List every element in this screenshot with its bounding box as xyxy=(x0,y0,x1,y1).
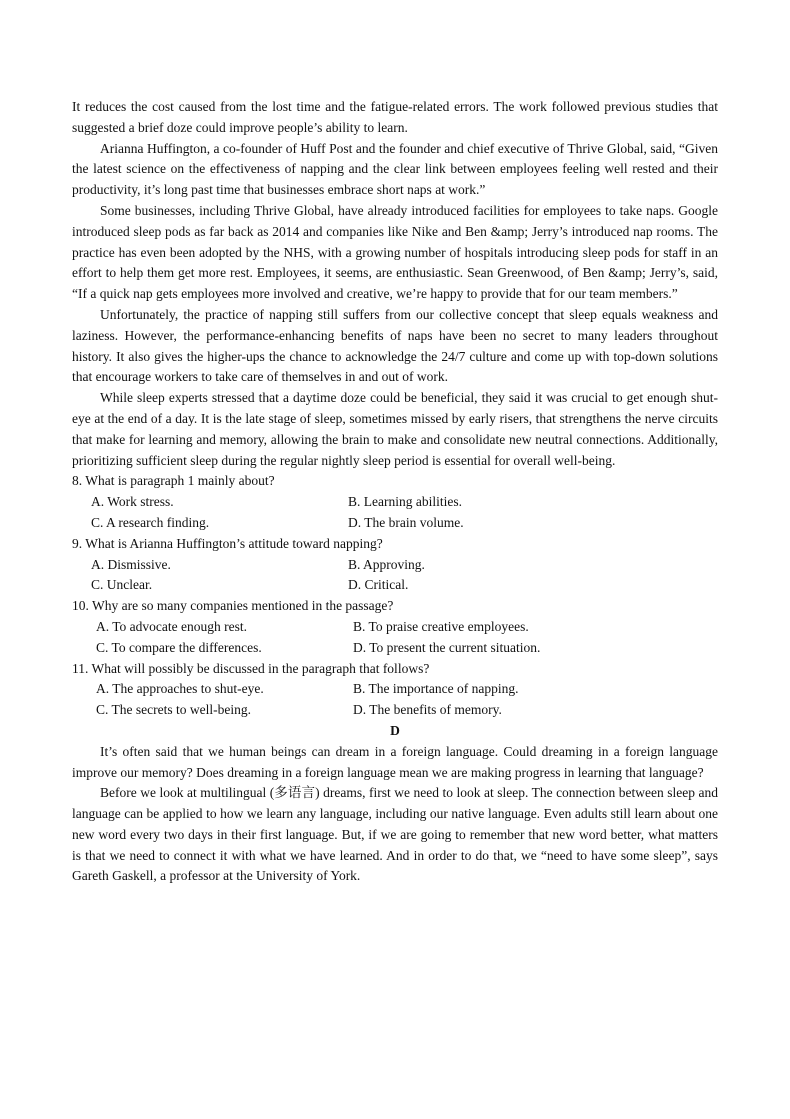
question-options xyxy=(72,679,718,721)
question-options xyxy=(72,492,718,534)
option-a: A. To advocate enough rest. xyxy=(96,618,248,634)
option-b: B. To praise creative employees. xyxy=(353,618,529,634)
paragraph-c3: Some businesses, including Thrive Global, have already introduced facilities for employees to take naps. Google introduced sleep pods as far back as 2014 and companies like Nike and Ben &amp; Jerry’s introduced nap rooms. The practice has even been adopted by the NHS, with a growing number of hospitals introducing sleep pods for staff in an effort to help them get more rest. Employees, it seems, are enthusiastic. Sean Greenwood, of Ben &amp; Jerry’s, said, “If a quick nap gets employees more involved and creative, we’re happy to provide that for our team members.” xyxy=(72,202,718,302)
question-9 xyxy=(72,534,718,596)
question-11 xyxy=(72,659,718,721)
option-c: C. The secrets to well-being. xyxy=(96,702,251,718)
option-c: C. To compare the differences. xyxy=(96,639,262,655)
question-8 xyxy=(72,471,718,533)
option-d: D. Critical. xyxy=(348,577,409,593)
paragraph-d1: It’s often said that we human beings can dream in a foreign language. Could dreaming in a foreign language improve our memory? Does dreaming in a foreign language mean we are making progress in learning that language? xyxy=(72,743,718,780)
option-b: B. Learning abilities. xyxy=(348,494,462,510)
option-d: D. The benefits of memory. xyxy=(353,702,502,718)
paragraph-c2: Arianna Huffington, a co-founder of Huff Post and the founder and chief executive of Thrive Global, said, “Given the latest science on the effectiveness of napping and the clear link between employees feeling well rested and their productivity, it’s long past time that businesses embrace short naps at work.” xyxy=(72,140,718,198)
question-stem: 8. What is paragraph 1 mainly about? xyxy=(72,473,275,489)
option-a: A. The approaches to shut-eye. xyxy=(96,681,264,697)
question-stem: 9. What is Arianna Huffington’s attitude toward napping? xyxy=(72,535,383,551)
question-options xyxy=(72,555,718,597)
document-page xyxy=(72,97,718,887)
question-stem: 10. Why are so many companies mentioned in the passage? xyxy=(72,598,394,614)
option-b: B. Approving. xyxy=(348,556,425,572)
paragraph-c4: Unfortunately, the practice of napping still suffers from our collective concept that sleep equals weakness and laziness. However, the performance-enhancing benefits of naps have been no secret to many leaders throughout history. It also gives the higher-ups the chance to acknowledge the 24/7 culture and come up with top-down solutions that encourage workers to take care of themselves in and out of work. xyxy=(72,306,718,385)
paragraph-c5: While sleep experts stressed that a daytime doze could be beneficial, they said it was crucial to get enough shut-eye at the end of a day. It is the late stage of sleep, sometimes missed by early risers, that strengthens the nerve circuits that make for learning and memory, allowing the brain to make and consolidate new neutral connections. Additionally, prioritizing sufficient sleep during the regular nightly sleep period is essential for overall well-being. xyxy=(72,390,718,468)
option-a: A. Dismissive. xyxy=(91,556,171,572)
option-c: C. A research finding. xyxy=(91,514,210,530)
section-heading-d: D xyxy=(390,722,400,738)
question-stem: 11. What will possibly be discussed in the paragraph that follows? xyxy=(72,660,430,676)
option-b: B. The importance of napping. xyxy=(353,681,519,697)
question-options xyxy=(72,617,718,659)
option-d: D. The brain volume. xyxy=(348,514,464,530)
option-a: A. Work stress. xyxy=(91,494,174,510)
paragraph-d2: Before we look at multilingual (多语言) dreams, first we need to look at sleep. The connection between sleep and language can be applied to how we learn any language, including our native language. Even adults still learn about one new word every two days in their first language. But, if we are going to remember that new word better, what matters is that we need to connect it with what we have learned. And in order to do that, we “need to have some sleep”, says Gareth Gaskell, a professor at the University of York. xyxy=(72,785,718,884)
option-c: C. Unclear. xyxy=(91,577,153,593)
paragraph-c1: It reduces the cost caused from the lost time and the fatigue-related errors. The work followed previous studies that suggested a brief doze could improve people’s ability to learn. xyxy=(72,99,718,135)
option-d: D. To present the current situation. xyxy=(353,639,541,655)
question-10 xyxy=(72,596,718,658)
